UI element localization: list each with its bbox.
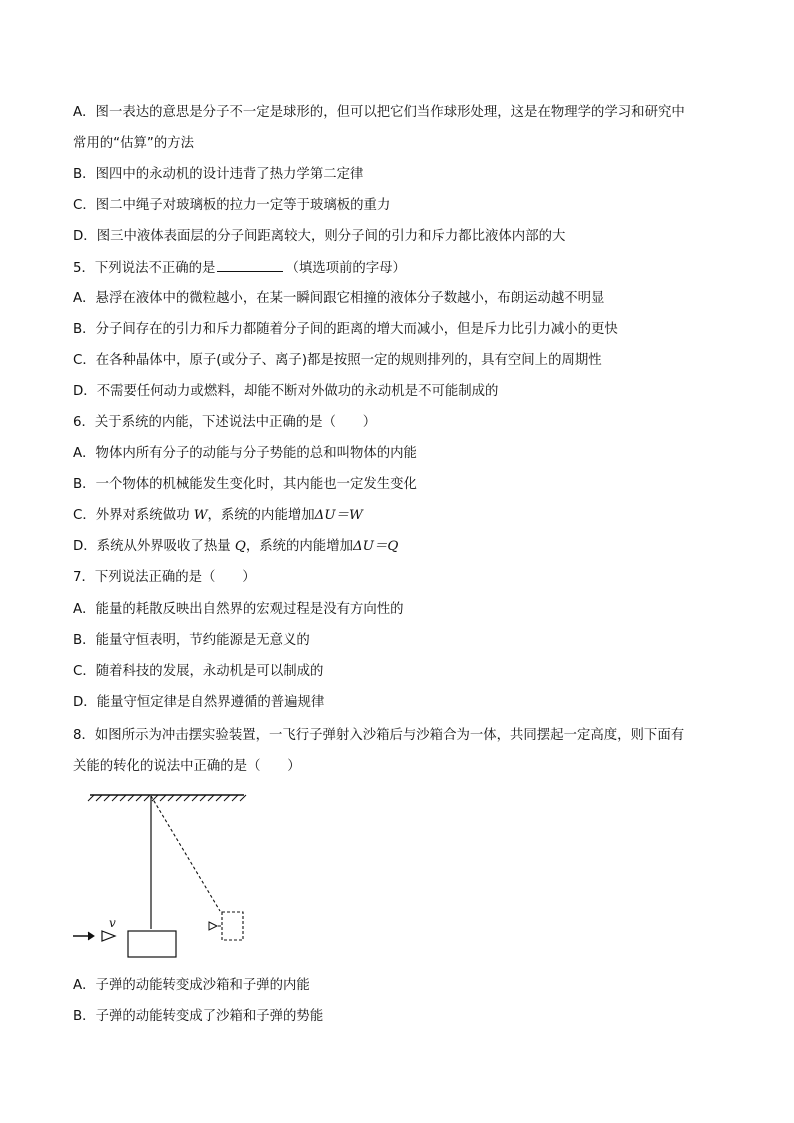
- q4-option-b: B．图四中的永动机的设计违背了热力学第二定律: [73, 167, 364, 182]
- q4-option-a-line1: A．图一表达的意思是分子不一定是球形的，但可以把它们当作球形处理，这是在物理学的学习和研究中: [73, 105, 685, 120]
- q8-stem-line1: 8．如图所示为冲击摆实验装置，一飞行子弹射入沙箱后与沙箱合为一体，共同摆起一定高度，则下面有: [73, 728, 685, 743]
- formula-du-q: ΔU＝Q: [352, 539, 399, 554]
- q7-stem: 7．下列说法正确的是（ ）: [73, 570, 256, 585]
- q5-option-d: D．不需要任何动力或燃料，却能不断对外做功的永动机是不可能制成的: [73, 384, 499, 399]
- sandbox-raised-dashed: [222, 912, 243, 940]
- q8-option-a: A．子弹的动能转变成沙箱和子弹的内能: [73, 978, 310, 993]
- q7-option-c: C．随着科技的发展，永动机是可以制成的: [73, 664, 324, 679]
- ballistic-pendulum-figure: [70, 786, 260, 962]
- q6-option-a: A．物体内所有分子的动能与分子势能的总和叫物体的内能: [73, 446, 417, 461]
- bullet: [102, 931, 115, 941]
- q5-stem-text: 5．下列说法不正确的是: [73, 261, 216, 276]
- q5-option-c: C．在各种晶体中，原子(或分子、离子)都是按照一定的规则排列的，具有空间上的周期性: [73, 353, 602, 368]
- ceiling-hatching: [88, 795, 246, 801]
- answer-blank: [217, 259, 283, 272]
- q5-stem-hint: （填选项前的字母）: [285, 261, 406, 276]
- q6-stem: 6．关于系统的内能，下述说法中正确的是（ ）: [73, 415, 377, 430]
- velocity-label: v: [109, 916, 116, 930]
- q7-option-d: D．能量守恒定律是自然界遵循的普遍规律: [73, 695, 325, 710]
- q6-option-b: B．一个物体的机械能发生变化时，其内能也一定发生变化: [73, 477, 417, 492]
- q6-option-c: [73, 507, 363, 525]
- sandbox: [128, 931, 176, 957]
- q8-option-b: B．子弹的动能转变成了沙箱和子弹的势能: [73, 1009, 324, 1024]
- q6-option-d: [73, 538, 398, 556]
- q8-stem-line2: 关能的转化的说法中正确的是（ ）: [73, 759, 301, 774]
- q7-option-a: A．能量的耗散反映出自然界的宏观过程是没有方向性的: [73, 602, 404, 617]
- q6-option-c-text2: ，系统的内能增加: [207, 508, 315, 523]
- q7-option-b: B．能量守恒表明，节约能源是无意义的: [73, 633, 310, 648]
- q4-option-a-line2: 常用的“估算”的方法: [73, 136, 194, 151]
- q5-stem: [73, 259, 406, 278]
- q5-option-a: A．悬浮在液体中的微粒越小，在某一瞬间跟它相撞的液体分子数越小，布朗运动越不明显: [73, 291, 605, 306]
- formula-du-w: ΔU＝W: [314, 508, 363, 523]
- symbol-w: W: [193, 508, 208, 523]
- q5-option-b: B．分子间存在的引力和斥力都随着分子间的距离的增大而减小，但是斥力比引力减小的更快: [73, 322, 618, 337]
- q4-option-d: D．图三中液体表面层的分子间距离较大，则分子间的引力和斥力都比液体内部的大: [73, 229, 566, 244]
- swung-string-dashed: [151, 796, 220, 911]
- q6-option-d-text2: ，系统的内能增加: [245, 539, 353, 554]
- velocity-arrow-head: [88, 932, 94, 940]
- q4-option-c: C．图二中绳子对玻璃板的拉力一定等于玻璃板的重力: [73, 198, 391, 213]
- bullet-in-box: [209, 922, 217, 930]
- q6-option-c-text: C．外界对系统做功: [73, 508, 194, 523]
- symbol-q: Q: [234, 539, 246, 554]
- q6-option-d-text: D．系统从外界吸收了热量: [73, 539, 235, 554]
